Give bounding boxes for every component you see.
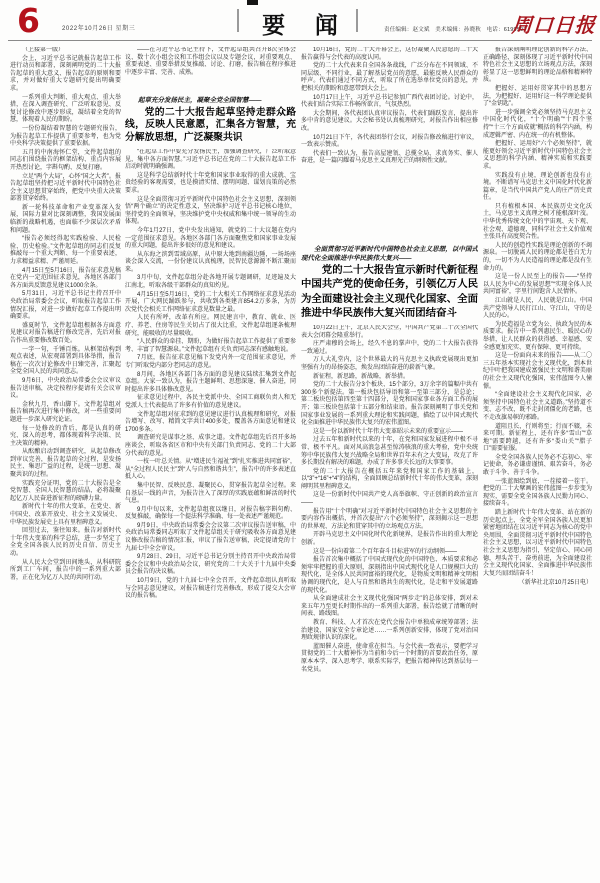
column-3 [301,47,478,876]
paragraph: 一张蓝图绘到底，一茬接着一茬干。把党的二十大擘画的宏伟蓝图一步步变为现实，需要全党全国各族人民勠力同心、接续奋斗。 [483,478,592,508]
title-divider-right [356,9,358,32]
column-4-text [483,47,592,876]
paragraph: “人民群众的牵挂、期盼，为做好报告起草工作提供了重要参考、丰富了智慧源泉。”文件起草组有关负责同志深有感触地说。 [125,339,296,353]
column-2-top-text [125,47,296,95]
header-rule [8,40,592,41]
paragraph: 集中民智、反映民意、凝聚民心，贯穿报告起草全过程。来自基层一线的声音，为报告注入了深厚的实践底蕴和鲜活的时代气息。 [125,482,296,505]
paragraph: 教育、科技、人才首次在党代会报告中单独成章统筹部署；法治建设、国家安全专章论述……一系列创新安排，体现了党对治国理政规律认识的深化。 [301,619,478,642]
paragraph: 金秋九月，香山脚下。文件起草组对报告稿再次进行集中修改，对一些重要问题进一步深入研究论证。 [10,401,121,423]
paragraph: 过去五年和新时代以来的十年，在党和国家发展进程中极不寻常、极不平凡。面对风高浪急甚至惊涛骇浪的重大考验，党中央统筹中华民族伟大复兴战略全局和世界百年未有之大变局，攻克了许多长期没有解决的难题，办成了许多事关长远的大事要事。 [301,437,478,467]
paragraph: 实践没有止境，理论创新也没有止境。不断谱写马克思主义中国化时代化新篇章，是当代中国共产党人的庄严历史责任。 [483,172,592,202]
paragraph: 人民有所呼，改革有所应。网民建言中，教育、就业、医疗、养老、住房等民生关切占了很大比重，文件起草组逐条梳理研究，能吸收的尽量吸收。 [125,315,296,337]
paragraph: 五月的中南海怀仁堂，文件起草组的同志们围绕报告的框架结构、重点内容展开热烈讨论，字斟句酌、反复打磨。 [10,149,121,171]
paragraph: 开辟马克思主义中国化时代化新境界，是报告作出的重大理论创新。 [301,532,478,547]
paragraph: 报告首次集中概括了中国式现代化的中国特色、本质要求和必须牢牢把握的重大原则，深刻指出中国式现代化是人口规模巨大的现代化，是全体人民共同富裕的现代化，是物质文明和精神文明相协调的现代化，是人与自然和谐共生的现代化，是走和平发展道路的现代化。 [301,557,478,594]
paragraph: 4月15日至5月16日，党的二十大相关工作网络征求意见活动开展，广大网民踊跃参与，共收到各类建言854.2万多条，为历次党代会相关工作网络征求意见数量之最。 [125,291,296,313]
paragraph: 9月9日，中央政治局常委会会议第二次审议报告送审稿，中央政治局常委同志听取了文件起草组关于研究吸收各方面意见建议修改报告稿的情况汇报，审议了报告送审稿，决定提请党的十九届七中全会审议。 [125,522,296,552]
paragraph: 征求意见过程中，各民主党派中央、全国工商联负责人和无党派人士代表提出了许多有价值的意见建议。 [125,395,296,409]
article1-headline: 党的二十大报告起草坚持走群众路线，反映人民意愿，汇集各方智慧，充分解放思想，广泛凝聚共识 [125,106,296,144]
paragraph: 这是科学总结新时代十年党和国家事业取得的重大成就、宝贵经验的客观需要，也是摸清实情、摆明问题、谋划良策的必然要求。 [125,172,296,194]
paragraph: 4月15日至5月16日，报告征求意见稿在党内一定范围征求意见，各地区各部门各方面共反馈意见建议1000余条。 [10,267,121,289]
paragraph: 代表们一致认为，报告高屋建瓴、总揽全局、求真务实、催人奋进，是一篇闪耀着马克思主义真理光芒的纲领性文献。 [301,150,478,165]
paragraph: 一系列重大判断、重大观点、重大举措，在深入调查研究、广泛听取意见、反复讨论修改中逐步形成，凝结着全党的智慧，体现着人民的期盼。 [10,94,121,124]
paragraph: 一枝一叶总关情。从“增进民生福祉”到“扎实推进共同富裕”，从“全过程人民民主”到“人与自然和谐共生”，报告中的许多表述直抵人心。 [125,459,296,481]
paragraph: 江山就是人民，人民就是江山。中国共产党领导人民打江山、守江山，守的是人民的心。 [483,298,592,320]
paragraph: 进一步强调全党必须坚持马克思主义中国化时代化，“十个明确”“十四个坚持”“十三个方面成就”概括的科学内涵，构成逻辑严密、内在统一的有机整体。 [483,109,592,139]
paragraph: 一字一句，千锤百炼。从框架结构到观点表述，从宏观部署到具体举措，报告稿在一次次讨论修改中日臻完善，汇聚起全党全国人民的共同意志。 [10,346,121,376]
paragraph: 大会期间，各代表团认真审议报告，代表们踊跃发言，提出许多中肯的意见建议。大会秘书处认真梳理研究，对报告作出相应修改。 [301,110,478,132]
paragraph: 这是一份向着第二个百年奋斗目标进军的行动纲领—— [313,548,458,555]
paragraph: 7月底，报告征求意见稿下发党内外一定范围征求意见，并专门听取党内部分老同志的意见。 [125,355,296,370]
paragraph: 全党全国各族人民务必不忘初心、牢记使命，务必谦虚谨慎、艰苦奋斗，务必敢于斗争、善于斗争。 [483,454,592,477]
section-title: 要 闻 [262,13,350,38]
article1-headline-block [125,95,296,149]
paragraph: （新华社北京10月25日电） [518,580,592,587]
paragraph: 新一轮科技革命和产业变革深入发展，国际力量对比深刻调整，我国发展面临新的战略机遇，也面临不少深层次矛盾和问题。 [10,204,121,234]
paragraph: 文件起草组对征求到的意见建议进行认真梳理和研究，对报告增写、改写、精简文字共计400多处，覆盖各方面意见和建议1700多条。 [125,411,296,433]
paragraph: 报告用“十个明确”对习近平新时代中国特色社会主义思想的主要内容作出概括，并首次提出“六个必须坚持”，深刻揭示这一思想的世界观、方法论和贯穿其中的立场观点方法。 [301,508,478,530]
paragraph: 这是一份面向未来的报告——从二〇三五年基本实现社会主义现代化，到本世纪中叶把我国建成富强民主文明和谐美丽的社会主义现代化强国，宏伟蓝图令人憧憬。 [483,353,592,390]
column-3-bottom-text [301,325,478,876]
paragraph: 党的二十大代表来自全国各条战线，广泛分布在不同领域、不同层级、不同行业，最了解基层党员的意愿，最能反映人民群众的呼声。代表们通过不同方式，听取了所在选举单位党员的意见，并把相关的期盼和意愿带到大会上。 [301,63,478,92]
paragraph: 新时代十年的伟大变革，在党史、新中国史、改革开放史、社会主义发展史、中华民族发展史上具有里程碑意义。 [10,504,121,526]
paragraph: 从东海之滨到雪域高原，从中原大地到南疆边陲，一场场座谈会深入交流，一份份建议认真梳理，民智民意源源不断汇聚而来。 [125,251,296,273]
editors-line: 责任编辑：赵文斌 美术编辑：孙晓秋 电话：6199507 [384,27,527,33]
column-1 [10,47,121,876]
paragraph: 回望过去，鉴往知来。报告对新时代十年伟大变革的科学总结，进一步坚定了全党全国各族人民的历史自信、历史主动。 [10,528,121,557]
paragraph: （上接第一版） [22,47,65,53]
paragraph: 从全面建成社会主义现代化强国“两步走”的总体安排，到对未来五年乃至更长时期作出的一系列重大部署，报告绘就了清晰的时间表、路线图。 [301,596,478,618]
paragraph: 党的二十大报告分3个板块、15个部分，3万余字的篇幅中共有300多个新提法。第一板块包括导语和第一至第三部分，是总论；第二板块包括第四至第十四部分，是党和国家事业各方面工作的展开；第三板块包括第十五部分和结束语。报告深刻阐明了事关党和国家事业发展的一系列重大理论和实践问题，描绘了以中国式现代化全面推进中华民族伟大复兴的宏伟蓝图。 [301,382,478,427]
page-number: 6 [17,1,40,40]
paragraph: 5月31日，习近平总书记主持召开中央政治局常委会会议，听取报告起草工作情况汇报，对进一步做好起草工作提出明确要求。 [10,291,121,321]
registration-mark [247,0,258,5]
title-divider-left [237,9,239,32]
paragraph: 10月17日上午，习近平总书记参加广西代表团讨论。讨论中，代表们结合实际工作畅所欲言，气氛热烈。 [301,94,478,109]
paragraph: 调查研究是谋事之基、成事之道。文件起草组先后召开多场座谈会，听取各省区市和中央有关部门负责同志、党的二十大部分代表的意见。 [125,435,296,457]
masthead-logo: 周口日报 [511,15,597,37]
paragraph: 10月16日，党的二十大开幕会上，这份凝聚人民意愿的二十大报告赢得与会代表的高度认同。 [301,47,478,61]
paragraph: ——在习近平总书记主持下，文件起草组共召开8次全体会议、数十次小组会议和工作组会议以及专题会议，对重要观点、重要表述、重要举措反复推敲、讨论、打磨，报告稿在程序推进中逐步丰富、完善、成熟。 [125,47,296,76]
paragraph: 党的二十大报告在概括五年来党和国家工作的基础上，以“3”+“16”+“4”的结构，全面回顾总结新时代十年的伟大变革，深刻阐明其里程碑意义。 [301,468,478,490]
paragraph: 3月中旬，文件起草组分赴各地开展专题调研，足迹遍及大江南北，听取各级干部群众的真知灼见。 [125,275,296,290]
paragraph: 为民造福是立党为公、执政为民的本质要求。报告中一系列惠民生、暖民心的举措，让人民群众的获得感、幸福感、安全感更加充实、更有保障、更可持续。 [483,321,592,351]
paragraph: 把握好、运用好“六个必须坚持”，就能更好领会习近平新时代中国特色社会主义思想的科学内涵、精神实质和实践要求。 [483,141,592,170]
paragraph: 9月中旬以来，文件起草组夜以继日，对报告稿字斟句酌、反复推敲，确保每一个提法科学准确、每一处表述严谨规范。 [125,506,296,521]
article2-headline: 党的二十大报告宣示新时代新征程中国共产党的使命任务，引领亿万人民为全面建设社会主义现代化国家、全面推进中华民族伟大复兴而团结奋斗 [301,265,478,319]
paragraph: 万人大礼堂内，这个世界最大的马克思主义执政党展现出更加坚强有力的昂扬姿态，焕发出团结奋进的崭新气象。 [301,357,478,371]
paragraph: 9月6日，中央政治局常委会会议审议报告送审稿，决定按程序提请有关会议审议。 [10,377,121,400]
paragraph: 会上，习近平总书记就报告起草工作进行动员和部署，深刻阐明党的二十大报告起草的重大意义、报告起草的原则和要求，并对做好重大专题研究提出明确要求。 [10,55,121,92]
paragraph: 踏上新时代十年伟大变革、站在新的历史起点上，全党全军全国各族人民更加紧密地团结在以习近平同志为核心的党中央周围，全面贯彻习近平新时代中国特色社会主义思想，以习近平新时代中国特色社会主义思想为指引，坚定信心、同心同德，埋头苦干、奋勇前进，为全面建设社会主义现代化国家、全面推进中华民族伟大复兴而团结奋斗！ [483,510,592,577]
paragraph: 8月间，各地区各部门各方面的意见建议陆续汇集到文件起草组。大家一致认为，报告主题鲜明、思想深邃、催人奋进，同时提出许多具体修改意见。 [125,371,296,393]
column-2 [125,47,296,876]
paragraph: 报告深刻阐明理论创新的科学方法、正确路径，深刻体现了习近平新时代中国特色社会主义思想的立场观点方法，深刻彰显了这一思想鲜明的理论品格和精神特质。 [483,47,592,84]
paragraph: 人民的创造性实践是理论创新的不竭源泉。一切脱离人民的理论都是苍白无力的，一切不为人民造福的理论都是没有生命力的。 [483,242,592,272]
article2-lead-in: 全面贯彻习近平新时代中国特色社会主义思想，以中国式现代化全面推进中华民族伟大复兴—— [301,246,478,262]
paragraph: 只有植根本国、本民族历史文化沃土，马克思主义真理之树才能根深叶茂。中华优秀传统文化中的宇宙观、天下观、社会观、道德观，同科学社会主义价值观主张具有高度契合性。 [483,203,592,241]
paragraph: 一份份凝结着智慧的专题研究报告，为报告起草工作提供了重要参考，也为党中央科学决策提供了重要依据。 [10,125,121,148]
column-3-top-text [301,47,478,244]
paragraph: 把握好、运用好贯穿其中的思想方法，为把握好、运用好这一科学理论提供了“金钥匙”。 [483,85,592,108]
column-2-bottom-text [125,149,296,876]
column-4 [483,47,592,876]
paragraph: 每一处修改的背后，都是认真的研究、深入的思考，都体现着科学决策、民主决策的精神。 [10,425,121,447]
paragraph: 10月21日下午，各代表团举行会议，对报告修改稿进行审议，一致表示赞成。 [301,134,478,149]
paragraph: 新征程，新思路，新战略，新举措。 [313,373,410,380]
article1-lead-in: 起草充分发扬民主，凝聚全党全国智慧—— [138,97,262,104]
paragraph: 从人民大会堂到田间地头，从科研院所到工厂车间，报告中的一系列重大部署，正在化为亿万人民的共同行动。 [10,559,121,581]
paragraph: 今年1月27日，党中央发出通知，就党的二十大议题在党内一定范围征求意见。各地区各部门各方面聚焦党和国家事业发展的重大问题，提出许多很好的意见和建议。 [125,227,296,250]
column-1-text [10,47,121,876]
paragraph: 道阻且长，行则将至；行而不辍，未来可期。新征程上，还有许多“雪山”“草地”需要跨越，还有许多“娄山关”“腊子口”需要征服。 [483,423,592,453]
paragraph: 实践充分证明，党的二十大报告是全党智慧、全国人民智慧的结晶，必将凝聚起亿万人民奋进新征程的磅礴力量。 [10,480,121,502]
paragraph: 这是一份人民至上的报告——“坚持以人民为中心的发展思想”“实现全体人民共同富裕”，字里行间饱含人民情怀。 [483,274,592,296]
paragraph: “在起草工作中要充分发扬民主，加强调查研究，广泛听取意见，集中各方面智慧。”习近平总书记在党的二十大报告起草工作启动时就明确强调。 [125,148,296,171]
paragraph: 庄严肃穆的会场上，经久不息的掌声中，党的二十大报告获得一致通过。 [301,341,478,355]
paragraph: 蓝图催人奋进，使命重在担当。与会代表一致表示，要把学习贯彻党的二十大精神作为当前和今后一个时期的首要政治任务，原原本本学、深入思考学、联系实际学，把报告精神传达到基层每一名党员。 [301,643,478,673]
paragraph: “报告必须经得起实践检验、人民检验、历史检验。”文件起草组的同志们反复推敲每一个重大判断、每一个重要表述，力求精益求精、严谨周延。 [10,236,121,266]
paragraph: 从酝酿启动到调查研究，从起草修改到审议完善，报告起草的全过程，是发扬民主、集思广益的过程，是统一思想、凝聚共识的过程。 [10,449,121,479]
paragraph: 这是一份以新时代十年伟大变革昭示未来的重要宣示—— [313,428,464,435]
paragraph: 这是一份新时代中国共产党人高举旗帜、守正创新的政治宣言—— [301,492,478,507]
paragraph: 盛夏时节，文件起草组根据各方面意见建议对报告稿进行修改完善，先后对报告作出重要修改数百处。 [10,322,121,344]
article2-headline-block [301,244,478,325]
paragraph: 9月28日、29日，习近平总书记分别主持召开中央政治局常委会会议和中央政治局会议，研究党的二十大关于十九届中央委员会报告的决议稿。 [125,554,296,576]
publication-date: 2022年10月26日 星期三 [62,26,136,32]
paragraph: 立足“两个大局”，心怀“国之大者”。报告起草组坚持把习近平新时代中国特色社会主义思想贯穿始终，把党中央重大决策部署贯穿始终。 [10,173,121,203]
paragraph: 10月22日上午，北京人民大会堂，中国共产党第二十次全国代表大会闭幕会隆重举行。 [301,325,478,339]
paragraph: 10月9日，党的十九届七中全会召开，文件起草组认真听取与会同志意见建议，对报告稿进行完善修改，形成了提交大会审议的报告稿。 [125,578,296,600]
paragraph: “全面建设社会主义现代化国家，必须坚持中国特色社会主义道路。”坚持道不变、志不改，既不走封闭僵化的老路，也不走改旗易帜的邪路。 [483,392,592,421]
paragraph: 这是全面贯彻习近平新时代中国特色社会主义思想，深刻领悟“两个确立”的决定性意义，坚决维护习近平总书记核心地位，坚持党的全面领导，坚决维护党中央权威和集中统一领导的生动体现。 [125,196,296,226]
